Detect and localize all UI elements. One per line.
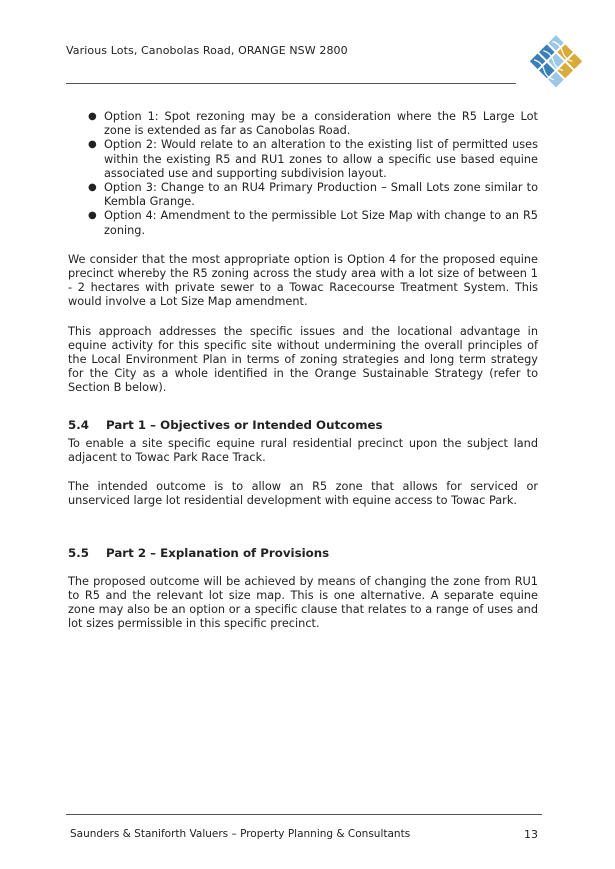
section-heading-5-4: 5.4 Part 1 – Objectives or Intended Outcomes <box>68 417 383 432</box>
footer-divider <box>66 814 542 815</box>
page-number: 13 <box>524 828 538 841</box>
header-divider <box>66 83 516 84</box>
list-item: ● Option 3: Change to an RU4 Primary Production – Small Lots zone similar to Kembla Grange. <box>88 181 538 209</box>
paragraph-objectives: To enable a site specific equine rural residential precinct upon the subject land adjacent to Towac Park Race Track. <box>68 436 538 465</box>
paragraph-approach: This approach addresses the specific issues and the locational advantage in equine activity for this specific site without undermining the overall principles of the Local Environment Plan in terms of zoning strategies and long term strategy for the City as a whole identified in the Orange Sustainable Strategy (refer to Section B below). <box>68 324 538 395</box>
paragraph-intended-outcome: The intended outcome is to allow an R5 zone that allows for serviced or unserviced large lot residential development with equine access to Towac Park. <box>68 480 538 508</box>
section-heading-5-5: 5.5 Part 2 – Explanation of Provisions <box>68 545 330 560</box>
header-title: Various Lots, Canobolas Road, ORANGE NSW 2800 <box>66 44 348 57</box>
company-logo-icon <box>528 34 584 90</box>
paragraph-option-recommendation: We consider that the most appropriate option is Option 4 for the proposed equine precinct whereby the R5 zoning across the study area with a lot size of between 1 - 2 hectares with private sewer to a Towac Racecourse Treatment System. This would involve a Lot Size Map amendment. <box>68 252 538 309</box>
list-item: ● Option 1: Spot rezoning may be a consideration where the R5 Large Lot zone is extended as far as Canobolas Road. <box>88 110 538 138</box>
paragraph-provisions: The proposed outcome will be achieved by means of changing the zone from RU1 to R5 and the relevant lot size map. This is one alternative. A separate equine zone may also be an option or a specific clause that relates to a range of uses and lot sizes permissible in this specific precinct. <box>68 574 538 631</box>
footer-text: Saunders & Staniforth Valuers – Property Planning & Consultants <box>70 828 411 840</box>
options-list <box>68 110 538 238</box>
main-content <box>68 110 538 632</box>
list-item: ● Option 4: Amendment to the permissible Lot Size Map with change to an R5 zoning. <box>88 209 538 237</box>
list-item: ● Option 2: Would relate to an alteration to the existing list of permitted uses within the existing R5 and RU1 zones to allow a specific use based equine associated use and supporting subdivision layout. <box>88 138 538 180</box>
